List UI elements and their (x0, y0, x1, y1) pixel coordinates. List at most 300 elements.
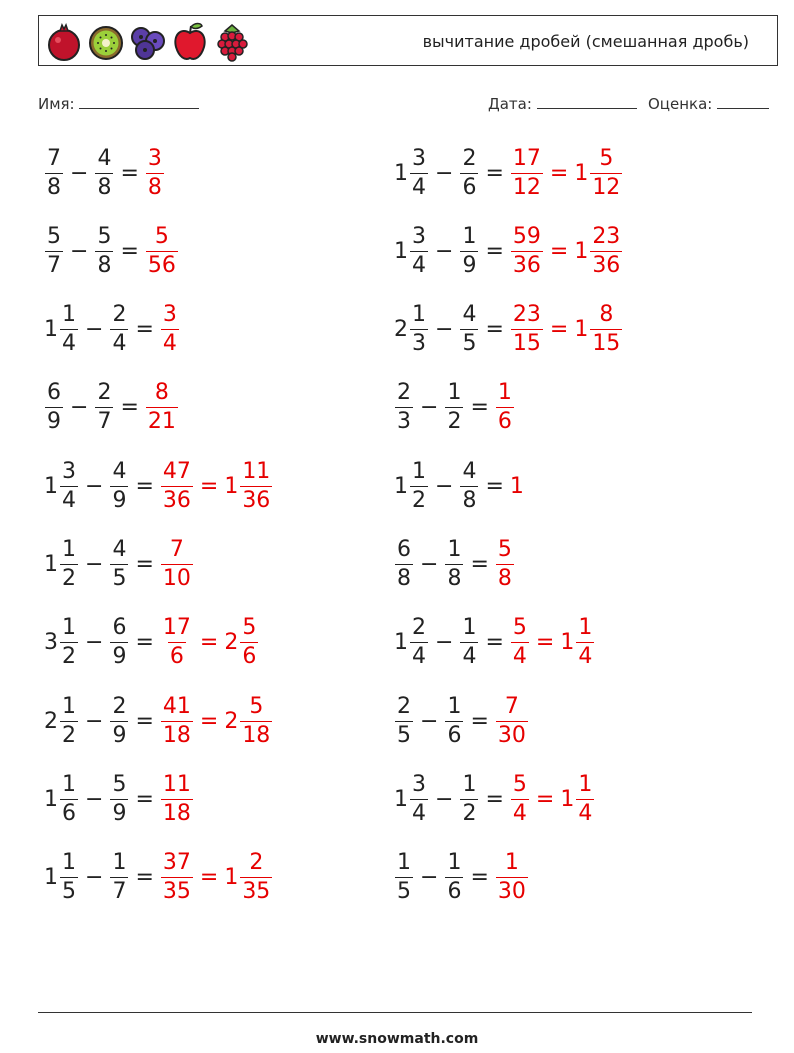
equals-sign: = (549, 160, 569, 186)
whole-number: 2 (224, 708, 239, 734)
denominator: 4 (62, 331, 76, 357)
answer-mixed (574, 223, 623, 278)
problem-row (394, 691, 529, 751)
problem-row (394, 848, 529, 908)
fraction (590, 145, 622, 200)
numerator: 4 (462, 302, 477, 328)
answer-mixed (224, 852, 273, 903)
minus-sign: − (435, 238, 454, 264)
numerator: 1 (447, 380, 462, 406)
numerator: 5 (249, 693, 264, 719)
minus-sign: − (420, 552, 439, 577)
minus-sign: − (85, 630, 104, 656)
fraction (496, 539, 514, 590)
fraction (590, 304, 622, 355)
numerator: 1 (447, 850, 462, 876)
answer-improper (145, 223, 179, 278)
denominator: 35 (162, 879, 191, 905)
minuend (44, 382, 64, 433)
fraction (460, 304, 478, 355)
equals-sign: = (135, 708, 154, 734)
equals-sign: = (135, 865, 154, 891)
problem-row (394, 221, 623, 281)
answer-improper (160, 852, 194, 903)
denominator: 18 (162, 800, 191, 826)
problem-row (44, 535, 194, 595)
denominator: 8 (397, 566, 411, 591)
fraction (511, 304, 543, 355)
subtrahend (444, 693, 464, 748)
denominator: 2 (462, 800, 477, 826)
denominator: 12 (512, 174, 541, 200)
denominator: 5 (397, 879, 411, 905)
equals-sign: = (470, 708, 489, 734)
problem-row (44, 613, 259, 673)
answer-mixed (224, 617, 259, 668)
minus-sign: − (435, 786, 454, 812)
minus-sign: − (85, 552, 104, 577)
subtrahend (459, 304, 479, 355)
denominator: 4 (512, 800, 527, 826)
numerator: 47 (162, 458, 191, 484)
minuend (44, 223, 64, 278)
numerator: 1 (62, 302, 76, 328)
numerator: 17 (512, 145, 541, 171)
fraction (161, 771, 193, 826)
denominator: 6 (462, 174, 477, 200)
equals-sign: = (135, 317, 154, 343)
problem-row (44, 769, 194, 829)
problem-row (44, 456, 273, 516)
numerator: 1 (462, 223, 477, 249)
denominator: 12 (592, 174, 621, 200)
equals-sign: = (470, 552, 489, 577)
fraction (460, 617, 478, 668)
problem-row (394, 535, 515, 595)
fraction (240, 458, 272, 513)
minus-sign: − (420, 865, 439, 891)
equals-sign: = (199, 630, 219, 656)
denominator: 8 (462, 487, 477, 513)
denominator: 4 (162, 331, 177, 357)
denominator: 8 (97, 174, 112, 200)
numerator: 5 (242, 615, 257, 641)
fraction (410, 458, 428, 513)
numerator: 2 (412, 615, 426, 641)
equals-sign: = (485, 160, 504, 186)
score-field (648, 94, 769, 113)
equals-sign: = (470, 865, 489, 891)
numerator: 5 (512, 771, 527, 797)
denominator: 9 (112, 487, 127, 513)
whole-number: 1 (394, 630, 408, 656)
numerator: 4 (462, 458, 477, 484)
subtrahend (94, 382, 114, 433)
minus-sign: − (85, 786, 104, 812)
worksheet-title: вычитание дробей (смешанная дробь) (422, 32, 749, 51)
numerator: 59 (512, 223, 541, 249)
denominator: 7 (47, 252, 61, 278)
whole-number: 1 (394, 473, 408, 499)
fraction (110, 771, 128, 826)
problem-row (394, 378, 515, 438)
fraction (60, 458, 78, 513)
answer-improper (495, 539, 515, 590)
footer-divider (38, 1012, 752, 1013)
blueberries-icon (129, 21, 167, 63)
denominator: 8 (97, 252, 112, 278)
problem-row (394, 613, 595, 673)
fraction (45, 145, 63, 200)
numerator: 5 (497, 537, 512, 562)
denominator: 9 (462, 252, 477, 278)
fraction (576, 617, 594, 668)
denominator: 35 (242, 879, 271, 905)
numerator: 6 (47, 380, 61, 406)
equals-sign: = (120, 395, 139, 421)
fraction (146, 382, 178, 433)
header-box (38, 15, 778, 66)
denominator: 8 (497, 566, 512, 591)
denominator: 36 (592, 252, 621, 278)
denominator: 9 (112, 800, 127, 826)
denominator: 8 (447, 566, 462, 591)
fraction (511, 771, 529, 826)
equals-sign: = (485, 473, 504, 499)
denominator: 36 (162, 487, 191, 513)
denominator: 18 (242, 722, 271, 748)
fraction (590, 223, 622, 278)
equals-sign: = (120, 238, 139, 264)
fraction (445, 693, 463, 748)
denominator: 30 (497, 879, 526, 905)
whole-number: 1 (44, 552, 58, 577)
denominator: 9 (47, 409, 61, 435)
minus-sign: − (85, 708, 104, 734)
whole-number: 2 (394, 317, 408, 343)
denominator: 6 (497, 409, 512, 435)
subtrahend (459, 771, 479, 826)
fraction (110, 304, 128, 355)
fraction (240, 852, 272, 903)
whole-number: 1 (574, 160, 589, 186)
fraction (110, 458, 128, 513)
denominator: 7 (97, 409, 112, 435)
denominator: 2 (62, 722, 76, 748)
numerator: 1 (397, 850, 411, 876)
problem-row (394, 456, 525, 516)
numerator: 3 (62, 458, 76, 484)
fraction (445, 539, 463, 590)
numerator: 1 (578, 615, 593, 641)
whole-number: 1 (560, 630, 575, 656)
minus-sign: − (70, 160, 89, 186)
whole-number: 1 (224, 865, 239, 891)
denominator: 4 (112, 331, 127, 357)
minus-sign: − (85, 865, 104, 891)
numerator: 2 (397, 380, 411, 406)
whole-number: 1 (509, 473, 524, 499)
minus-sign: − (85, 317, 104, 343)
denominator: 4 (412, 252, 426, 278)
denominator: 5 (112, 566, 127, 591)
answer-improper (510, 145, 544, 200)
whole-number: 1 (574, 317, 589, 343)
minuend (394, 382, 414, 433)
minuend (394, 304, 429, 355)
subtrahend (444, 852, 464, 903)
date-label: Дата: (488, 95, 532, 113)
subtrahend (109, 304, 129, 355)
answer-improper (160, 539, 194, 590)
whole-number: 1 (44, 317, 58, 343)
denominator: 2 (412, 487, 426, 513)
fraction (410, 771, 428, 826)
fraction (496, 693, 528, 748)
problem-row (394, 769, 595, 829)
minus-sign: − (85, 473, 104, 499)
denominator: 6 (447, 722, 462, 748)
whole-number: 1 (574, 238, 589, 264)
whole-number: 1 (44, 473, 58, 499)
numerator: 5 (97, 223, 112, 249)
fraction (95, 382, 113, 433)
minus-sign: − (435, 473, 454, 499)
numerator: 1 (578, 771, 593, 797)
denominator: 4 (512, 644, 527, 670)
answer-improper (510, 223, 544, 278)
fraction (110, 539, 128, 590)
minuend (394, 693, 414, 748)
equals-sign: = (549, 238, 569, 264)
numerator: 1 (462, 615, 477, 641)
minuend (44, 771, 79, 826)
pomegranate-icon (45, 21, 83, 63)
numerator: 1 (62, 615, 76, 641)
equals-sign: = (485, 238, 504, 264)
denominator: 8 (147, 174, 162, 200)
denominator: 18 (162, 722, 191, 748)
answer-improper (495, 852, 529, 903)
fraction (410, 145, 428, 200)
answer-improper (160, 304, 180, 355)
answer-improper (160, 458, 194, 513)
subtrahend (459, 223, 479, 278)
numerator: 5 (112, 771, 127, 797)
numerator: 5 (599, 145, 614, 171)
equals-sign: = (135, 630, 154, 656)
minuend (394, 458, 429, 513)
equals-sign: = (135, 473, 154, 499)
fraction (240, 693, 272, 748)
minus-sign: − (70, 238, 89, 264)
denominator: 3 (412, 331, 426, 357)
numerator: 11 (242, 458, 271, 484)
denominator: 4 (578, 800, 593, 826)
fraction (146, 145, 164, 200)
answer-mixed (560, 617, 595, 668)
whole-number: 1 (394, 238, 408, 264)
numerator: 3 (412, 223, 426, 249)
minuend (394, 223, 429, 278)
numerator: 1 (412, 302, 426, 328)
fraction (460, 458, 478, 513)
numerator: 1 (62, 693, 76, 719)
subtrahend (459, 458, 479, 513)
denominator: 5 (62, 879, 76, 905)
fraction (410, 304, 428, 355)
denominator: 4 (62, 487, 76, 513)
name-label: Имя: (38, 95, 75, 113)
numerator: 5 (512, 615, 527, 641)
numerator: 1 (462, 771, 477, 797)
minus-sign: − (420, 708, 439, 734)
footer-site: www.snowmath.com (315, 1031, 479, 1047)
numerator: 3 (162, 302, 177, 328)
score-blank (717, 94, 769, 109)
denominator: 21 (147, 409, 176, 435)
minuend (44, 539, 79, 590)
fraction (511, 617, 529, 668)
fraction (60, 771, 78, 826)
numerator: 1 (412, 458, 426, 484)
subtrahend (444, 382, 464, 433)
numerator: 5 (47, 223, 61, 249)
apple-icon (171, 21, 209, 63)
fraction (395, 852, 413, 903)
denominator: 15 (512, 331, 541, 357)
denominator: 56 (147, 252, 176, 278)
whole-number: 1 (394, 786, 408, 812)
numerator: 1 (62, 850, 76, 876)
answer-improper (495, 693, 529, 748)
answer-improper (160, 771, 194, 826)
fraction (576, 771, 594, 826)
minuend (44, 617, 79, 668)
date-field (488, 94, 637, 113)
score-label: Оценка: (648, 95, 713, 113)
answer-improper (510, 474, 525, 499)
denominator: 3 (397, 409, 411, 435)
problem-row (44, 143, 165, 203)
denominator: 6 (62, 800, 76, 826)
numerator: 2 (112, 302, 127, 328)
subtrahend (109, 539, 129, 590)
equals-sign: = (135, 552, 154, 577)
fraction (460, 771, 478, 826)
denominator: 36 (512, 252, 541, 278)
fraction (161, 458, 193, 513)
subtrahend (444, 539, 464, 590)
kiwi-icon (87, 21, 125, 63)
answer-improper (510, 771, 530, 826)
minuend (44, 693, 79, 748)
denominator: 4 (462, 644, 477, 670)
problem-row (44, 378, 179, 438)
equals-sign: = (199, 708, 219, 734)
denominator: 8 (47, 174, 61, 200)
minuend (394, 771, 429, 826)
whole-number: 1 (394, 160, 408, 186)
minus-sign: − (70, 395, 89, 421)
numerator: 8 (599, 302, 614, 328)
answer-mixed (574, 304, 623, 355)
name-field (38, 94, 199, 113)
problem-row (44, 848, 273, 908)
denominator: 15 (592, 331, 621, 357)
minuend (44, 458, 79, 513)
minuend (394, 145, 429, 200)
numerator: 23 (512, 302, 541, 328)
whole-number: 1 (224, 473, 239, 499)
fraction (445, 852, 463, 903)
equals-sign: = (535, 786, 555, 812)
whole-number: 1 (44, 865, 58, 891)
numerator: 2 (462, 145, 477, 171)
fraction (161, 539, 193, 590)
numerator: 3 (412, 145, 426, 171)
minus-sign: − (435, 317, 454, 343)
denominator: 2 (62, 644, 76, 670)
problem-row (44, 221, 179, 281)
denominator: 4 (578, 644, 593, 670)
equals-sign: = (199, 865, 219, 891)
subtrahend (459, 145, 479, 200)
answer-improper (160, 617, 194, 668)
minuend (44, 852, 79, 903)
denominator: 2 (447, 409, 462, 435)
numerator: 5 (154, 223, 169, 249)
numerator: 37 (162, 850, 191, 876)
problem-row (394, 143, 623, 203)
denominator: 5 (397, 722, 411, 748)
numerator: 11 (162, 771, 191, 797)
answer-improper (160, 693, 194, 748)
numerator: 41 (162, 693, 191, 719)
fruit-icons (45, 21, 251, 63)
subtrahend (459, 617, 479, 668)
subtrahend (94, 145, 114, 200)
problem-row (44, 300, 180, 360)
answer-mixed (560, 771, 595, 826)
whole-number: 3 (44, 630, 58, 656)
minuend (394, 852, 414, 903)
numerator: 3 (147, 145, 162, 171)
denominator: 9 (112, 644, 127, 670)
subtrahend (109, 617, 129, 668)
numerator: 3 (412, 771, 426, 797)
fraction (395, 539, 413, 590)
denominator: 5 (462, 331, 477, 357)
numerator: 1 (504, 850, 519, 876)
fraction (496, 382, 514, 433)
fraction (240, 617, 258, 668)
denominator: 36 (242, 487, 271, 513)
fraction (60, 852, 78, 903)
numerator: 1 (497, 380, 512, 406)
minus-sign: − (435, 160, 454, 186)
numerator: 17 (162, 615, 191, 641)
answer-mixed (224, 693, 273, 748)
whole-number: 1 (44, 786, 58, 812)
subtrahend (109, 458, 129, 513)
fraction (410, 223, 428, 278)
fraction (45, 223, 63, 278)
subtrahend (109, 771, 129, 826)
fraction (110, 617, 128, 668)
fraction (161, 693, 193, 748)
numerator: 8 (154, 380, 169, 406)
